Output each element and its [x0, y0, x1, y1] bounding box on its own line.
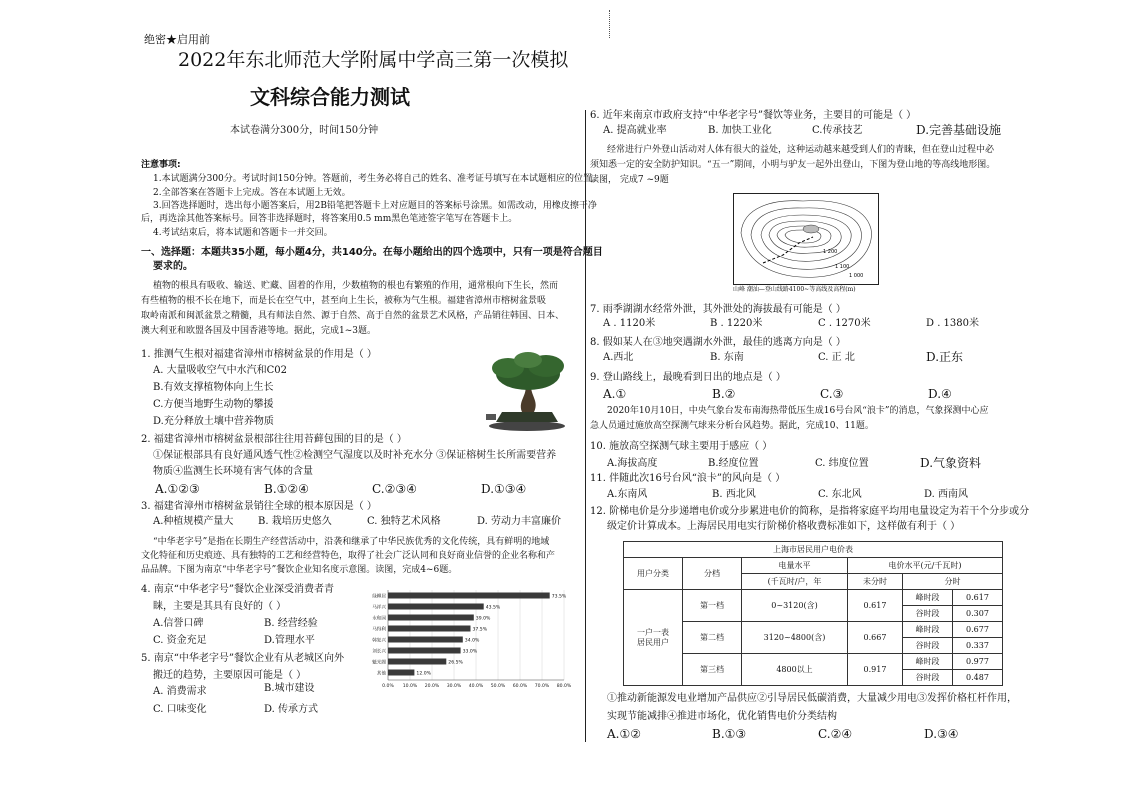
- option: D.正东: [926, 350, 964, 364]
- bar: [388, 637, 463, 643]
- secret-label: 绝密★启用前: [144, 33, 210, 46]
- option: C.③: [820, 387, 844, 401]
- option: D.管理水平: [264, 635, 315, 646]
- x-tick-label: 40.0%: [468, 684, 484, 689]
- value-label: 43.5%: [485, 605, 501, 611]
- passage-line: 文化特征和历史痕迹、具有独特的工艺和经营特色，取得了社会广泛认同和良好商业信誉的企业名称和产: [141, 551, 556, 561]
- contour-map: [733, 193, 879, 285]
- option: A . 1120米: [603, 318, 656, 329]
- passage-line: 须知悉一定的安全防护知识。“五一”期间，小明与驴友一起外出登山，下图为登山地的等高线地形图。: [590, 160, 996, 170]
- question-text: ①推动新能源发电业增加产品供应②引导居民低碳消费，大量减少用电③发挥价格杠杆作用，: [607, 693, 1017, 704]
- map-label: 1 100: [835, 264, 850, 270]
- option: C. 资金充足: [153, 635, 207, 646]
- bar: [388, 615, 474, 621]
- notice-item: 3.回答选择题时，选出每小题答案后，用2B铅笔把答题卡上对应题目的答案标号涂黑。如需改动，用橡皮擦干净: [153, 201, 597, 211]
- passage-line: “中华老字号”是指在长期生产经营活动中，沿袭和继承了中华民族优秀的文化传统，具有鲜明的地域: [153, 537, 550, 547]
- option: D.充分释放土壤中营养物质: [153, 416, 274, 427]
- table-cell: 谷时段: [903, 638, 953, 654]
- header-price: 电价水平(元/千瓦时): [848, 558, 1003, 574]
- option: A.海拔高度: [607, 458, 658, 469]
- table-title: 上海市居民用户电价表: [624, 542, 1003, 558]
- value-label: 39.0%: [475, 616, 491, 622]
- x-tick-label: 60.0%: [512, 684, 528, 689]
- table-cell: 0.917: [848, 654, 903, 686]
- table-cell: 0.307: [953, 606, 1003, 622]
- fold-line: [609, 10, 610, 38]
- value-label: 26.5%: [448, 660, 463, 666]
- question-text: ①保证根部具有良好通风透气性②检测空气湿度以及时补充水分 ③保证榕树生长所需要营养: [153, 450, 557, 461]
- table-cell: 谷时段: [903, 606, 953, 622]
- option: A.①: [603, 387, 627, 401]
- option: B. 栽培历史悠久: [258, 516, 332, 527]
- option: D. 劳动力丰富廉价: [477, 516, 562, 527]
- value-label: 37.5%: [472, 627, 488, 633]
- option: C.②③④: [372, 482, 417, 496]
- table-cell: 第二档: [683, 622, 742, 654]
- notice-item: 1.本试题满分300分。考试时间150分钟。答题前，考生务必将自己的姓名、准考证号填写在本试题相应的位置。: [153, 174, 601, 184]
- question-stem: 11. 伴随此次16号台风“浪卡”的风向是（ ）: [590, 473, 786, 484]
- question-stem: 2. 福建省漳州市榕树盆景根部往往用苔藓包围的目的是（ ）: [141, 434, 407, 445]
- option: A.东南风: [607, 489, 648, 500]
- table-cell: 峰时段: [903, 590, 953, 606]
- table-cell: 0.337: [953, 638, 1003, 654]
- option: D. 西南风: [924, 489, 969, 500]
- header-usage: 电量水平: [742, 558, 848, 574]
- map-caption: 山峰 潮汕—登山线路4100~等高线及高程(m): [733, 286, 856, 293]
- option: A.信誉口碑: [153, 618, 204, 629]
- question-stem: 级定价计算成本。上海居民用电实行阶梯价格收费标准如下，这样做有利于（ ）: [607, 521, 961, 532]
- value-label: 12.0%: [416, 671, 431, 677]
- user-type-cell: [624, 590, 683, 686]
- x-tick-label: 0.0%: [382, 684, 394, 689]
- value-label: 73.5%: [551, 594, 567, 600]
- question-stem: 3. 福建省漳州市榕树盆景销往全球的根本原因是（ ）: [141, 501, 377, 512]
- option: C. 纬度位置: [815, 458, 869, 469]
- question-stem: 9. 登山路线上，最晚看到日出的地点是（ ）: [590, 372, 786, 383]
- table-cell: 4800以上: [742, 654, 848, 686]
- question-stem: 4. 南京“中华老字号”餐饮企业深受消费者青: [141, 584, 334, 595]
- option: B.②: [712, 387, 736, 401]
- passage-line: 读图， 完成7 ~9题: [590, 175, 669, 185]
- question-stem: 6. 近年来南京市政府支持“中华老字号”餐饮等业务，主要目的可能是（ ）: [590, 110, 917, 121]
- category-label: 韩复兴: [372, 638, 386, 644]
- notice-item: 4.考试结束后，将本试题和答题卡一并交回。: [153, 228, 333, 238]
- electricity-price-table: [623, 541, 1003, 686]
- x-tick-label: 80.0%: [556, 684, 572, 689]
- header-tier: 分档: [683, 558, 742, 590]
- table-cell: 第三档: [683, 654, 742, 686]
- table-cell: 谷时段: [903, 670, 953, 686]
- header-flat: 未分时: [848, 574, 903, 590]
- header-usage-unit: (千瓦时/户，年: [742, 574, 848, 590]
- value-label: 34.0%: [464, 638, 480, 644]
- bar: [388, 593, 550, 599]
- category-label: 其他: [376, 671, 386, 677]
- x-tick-label: 50.0%: [490, 684, 506, 689]
- category-label: 永和园: [372, 616, 386, 622]
- option: B. 西北风: [712, 489, 756, 500]
- header-tou: 分时: [903, 574, 1003, 590]
- map-label: 1 000: [849, 273, 864, 279]
- option: B.①②④: [264, 482, 309, 496]
- option: A. 大量吸收空气中水汽和C02: [153, 365, 287, 376]
- option: C. 东北风: [818, 489, 862, 500]
- passage-line: 植物的根具有吸收、输送、贮藏、固着的作用，少数植物的根也有繁殖的作用，通常根向下生长，然而: [153, 281, 559, 291]
- question-stem: 1. 推测气生根对福建省漳州市榕树盆景的作用是（ ）: [141, 349, 377, 360]
- header-user-type: 用户分类: [624, 558, 683, 590]
- table-cell: 峰时段: [903, 622, 953, 638]
- option: D.③④: [924, 727, 959, 741]
- x-tick-label: 10.0%: [402, 684, 418, 689]
- x-tick-label: 30.0%: [446, 684, 462, 689]
- x-tick-label: 70.0%: [534, 684, 550, 689]
- user-type-line: 居民用户: [637, 637, 669, 647]
- table-cell: 0.617: [953, 590, 1003, 606]
- option: D . 1380米: [926, 318, 980, 329]
- option: C. 独特艺术风格: [367, 516, 441, 527]
- option: C. 正 北: [818, 352, 855, 363]
- option: B . 1220米: [710, 318, 763, 329]
- table-cell: 3120~4800(含): [742, 622, 848, 654]
- passage-line: 2020年10月10日，中央气象台发布南海热带低压生成16号台风“浪卡”的消息，气象探测中心应: [607, 406, 989, 416]
- score-info: 本试卷满分300分，时间150分钟: [230, 125, 379, 136]
- table-cell: 0.667: [848, 622, 903, 654]
- option: B. 加快工业化: [708, 125, 772, 136]
- bar: [388, 626, 471, 632]
- table-cell: 0.677: [953, 622, 1003, 638]
- exam-subtitle: 文科综合能力测试: [250, 85, 410, 109]
- passage-line: 有些植物的根不长在地下，而是长在空气中，甚至向上生长，被称为气生根。福建省漳州市榕树盆景吸: [141, 296, 547, 306]
- option: D. 传承方式: [264, 704, 319, 715]
- option: A. 消费需求: [153, 686, 207, 697]
- map-label: 1 200: [823, 249, 838, 255]
- category-label: 马祥兴: [372, 605, 386, 611]
- option: A.种植规模产量大: [153, 516, 234, 527]
- option: A.①②: [607, 727, 641, 741]
- section-heading: 要求的。: [153, 261, 193, 272]
- option: D.完善基础设施: [916, 123, 1002, 137]
- passage-line: 取岭南派和闽派盆景之精髓，具有师法自然、源于自然、高于自然的盆景艺术风格，产品销往韩国、日本、: [141, 311, 565, 321]
- table-cell: 0~3120(含): [742, 590, 848, 622]
- option: C.传承技艺: [812, 125, 863, 136]
- section-heading: 一、选择题：本题共35小题，每小题4分，共140分。在每小题给出的四个选项中，只有一项是符合题目: [141, 247, 603, 258]
- option: A.西北: [603, 352, 634, 363]
- option: B.①③: [712, 727, 747, 741]
- passage-line: 急人员通过施放高空探测气球来分析台风趋势。据此，完成10、11题。: [590, 421, 874, 431]
- bar: [388, 659, 446, 665]
- option: B.城市建设: [264, 683, 315, 694]
- column-divider: [585, 110, 586, 742]
- passage-line: 经常进行户外登山活动对人体有很大的益处，这种运动越来越受到人们的青睐，但在登山过程中必: [607, 145, 995, 155]
- option: C.②④: [818, 727, 853, 741]
- category-label: 刘长兴: [372, 649, 386, 655]
- question-stem: 睐，主要是其具有良好的（ ）: [153, 601, 287, 612]
- x-tick-label: 20.0%: [424, 684, 440, 689]
- category-label: 马得利: [372, 627, 386, 633]
- notice-item: 后，再选涂其他答案标号。回答非选择题时，将答案用0.5 mm黑色笔迹签字笔写在答题卡上。: [141, 214, 518, 224]
- table-cell: 峰时段: [903, 654, 953, 670]
- bar: [388, 648, 461, 654]
- option: D.气象资料: [920, 456, 982, 470]
- notice-item: 2.全部答案在答题卡上完成。答在本试题上无效。: [153, 188, 351, 198]
- option: D.①③④: [481, 482, 527, 496]
- category-label: 魁光阁: [372, 660, 386, 666]
- table-cell: 0.487: [953, 670, 1003, 686]
- table-cell: 0.617: [848, 590, 903, 622]
- option: C . 1270米: [818, 318, 871, 329]
- passage-line: 品品牌。下图为南京“中华老字号”餐饮企业知名度示意图。读图，完成4~6题。: [141, 565, 458, 575]
- bar: [388, 670, 414, 676]
- option: B.经度位置: [708, 458, 759, 469]
- bar: [388, 604, 484, 610]
- question-stem: 10. 施放高空探测气球主要用于感应（ ）: [590, 441, 773, 452]
- table-cell: 第一档: [683, 590, 742, 622]
- option: D.④: [928, 387, 952, 401]
- option: A. 提高就业率: [603, 125, 667, 136]
- category-label: 绿柳居: [372, 594, 386, 600]
- option: B.有效支撑植物体向上生长: [153, 382, 274, 393]
- question-text: 实现节能减排④推进市场化，优化销售电价分类结构: [607, 711, 837, 722]
- question-stem: 5. 南京“中华老字号”餐饮企业有从老城区向外: [141, 653, 344, 664]
- option: A.①②③: [155, 482, 200, 496]
- option: B. 经营经验: [264, 618, 318, 629]
- notice-heading: 注意事项:: [141, 160, 181, 170]
- option: C. 口味变化: [153, 704, 207, 715]
- question-stem: 8. 假如某人在③地突遇湖水外泄，最佳的逃离方向是（ ）: [590, 337, 846, 348]
- question-text: 物质④监测生长环境有害气体的含量: [153, 466, 313, 477]
- popularity-bar-chart: [360, 586, 575, 694]
- question-stem: 7. 雨季湖湖水经常外泄，其外泄处的海拔最有可能是（ ）: [590, 304, 846, 315]
- bonsai-image: [482, 348, 572, 432]
- table-cell: 0.977: [953, 654, 1003, 670]
- option: C.方便当地野生动物的攀援: [153, 399, 274, 410]
- option: B. 东南: [710, 352, 744, 363]
- exam-title: 2022年东北师范大学附属中学高三第一次模拟: [178, 49, 569, 71]
- user-type-line: 一户一表: [637, 627, 669, 637]
- value-label: 33.0%: [462, 649, 478, 655]
- question-stem: 搬迁的趋势，主要原因可能是（ ）: [153, 670, 307, 681]
- passage-line: 澳大利亚和欧盟各国及中国香港等地。据此，完成1~3题。: [141, 326, 376, 336]
- question-stem: 12. 阶梯电价是分步递增电价或分步累进电价的简称，是指将家庭平均用电量设定为若干个分步或分: [590, 506, 1030, 517]
